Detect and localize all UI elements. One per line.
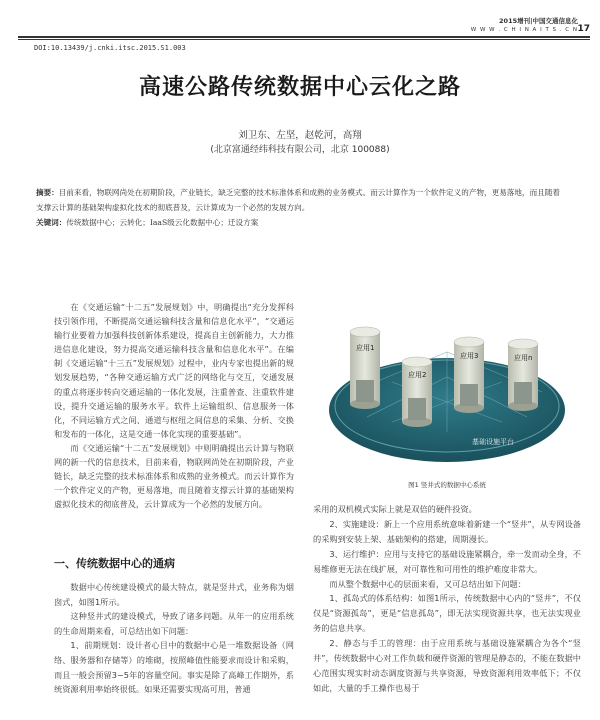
paragraph: 1、前期规划：设计者心目中的数据中心是一堆数据设备（网络、服务器和存储等）的堆砌，按照峰值性能要求而设计和采购，而且一般会预留3~5年的容量空间。事实是除了高峰工作期外，系统资源利用率始终很低。如果还需要实现高可用，普通 [54, 640, 294, 695]
journal-website: W W W . C H I N A I T S . C N [470, 27, 578, 33]
journal-header [471, 17, 578, 35]
right-column [313, 502, 581, 696]
paragraph: 2、静态与手工的管理：由于应用系统与基础设施紧耦合为各个“竖井”，传统数据中心对工作负载和硬件资源的管理是静态的，不能在数据中心范围实现实时动态调度资源与共享资源，导致资源利用效率低下；不仅如此，大量的手工操作也易于 [313, 638, 581, 693]
page-number: 17 [577, 24, 590, 34]
paragraph: 在《交通运输“十二五”发展规划》中，明确提出“充分发挥科技引领作用，不断提高交通运输科技含量和信息化水平”，“交通运输行业要着力加强科技创新体系建设，提高自主创新能力，大力推进信息化建设，努力提高交通运输科技含量和信息化水平”。在编制《交通运输“十三五”发展规划》过程中，业内专家也提出新的规划发展趋势，“各种交通运输方式广泛的网络化与交互，交通发展的重点将逐步转向交通运输的一体化发展，注重普查、注重软件建设，提升交通运输的服务水平。软件上运输组织、信息服务一体化，不同运输方式之间、通道与枢纽之间信息的采集、分析、交换和发布的一体化，这是交通一体化实现的重要基础”。 [54, 302, 294, 439]
paragraph: 采用的双机模式实际上就是双倍的硬件投资。 [313, 504, 477, 514]
paragraph: 2、实施建设：新上一个应用系统意味着新建一个“竖井”，从专网设备的采购到安装上架、基础架构的搭建，周期漫长。 [313, 518, 581, 544]
silo-diagram [322, 292, 572, 472]
figure-caption: 图1 竖井式的数据中心系统 [408, 481, 486, 489]
figure-label-app2: 应用2 [408, 371, 427, 379]
abstract-text: 目前来看，物联网尚处在初期阶段，产业链长，缺乏完整的技术标准体系和成熟的业务模式。而云计算作为一个软件定义的产物，更易落地，而且随着支撑云计算的基础架构虚拟化技术的彻底普及，云计算成为一个必然的发展方向。 [36, 188, 560, 212]
article-authors: 刘卫东、左坚，赵乾河，高翔 [238, 130, 362, 141]
abstract-label: 摘要： [36, 188, 59, 197]
left-column-intro [54, 300, 294, 511]
figure-label-app1: 应用1 [356, 344, 375, 352]
keywords-text: 传统数据中心；云转化；IaaS级云化数据中心；迁设方案 [66, 218, 259, 227]
paragraph: 这种竖井式的建设模式，导致了诸多问题。从年一的应用系统的生命周期来看，可总结出如下问题： [54, 611, 294, 636]
figure-label-appn: 应用n [514, 354, 533, 362]
paragraph: 而从整个数据中心的层面来看，又可总结出如下问题： [329, 578, 526, 589]
keywords [36, 217, 564, 229]
journal-name: 2015增刊|中国交通信息化 [499, 17, 578, 25]
figure-label-app3: 应用3 [460, 352, 479, 360]
silo-1 [350, 327, 380, 409]
paragraph: 而《交通运输“十二五”发展规划》中则明确提出云计算与物联网的新一代的信息技术，目前来看，物联网尚处在初期阶段，产业链长，缺乏完整的技术标准体系和成熟的业务模式。而云计算作为一个软件定义的产物，更易落地，而且随着支撑云计算的基础架构虚拟化技术的彻底普及，云计算成为一个必然的发展方向。 [54, 442, 294, 510]
keywords-label: 关键词： [36, 218, 67, 227]
article-title: 高速公路传统数据中心云化之路 [138, 75, 461, 100]
header-rule [18, 36, 590, 38]
paragraph: 1、孤岛式的体系结构：如图1所示，传统数据中心内的“竖井”，不仅仅是“资源孤岛”，更是“信息孤岛”，即无法实现资源共享，也无法实现业务的信息共享。 [313, 593, 581, 634]
doi-label: DOI:10.13439/j.cnki.itsc.2015.S1.003 [34, 44, 186, 52]
section-title: 一、传统数据中心的通病 [54, 557, 175, 570]
silo-2 [402, 357, 432, 427]
paragraph: 数据中心传统建设模式的最大特点，就是竖井式，业务称为烟囱式，如图1所示。 [54, 582, 294, 607]
header-rule-thin [18, 39, 590, 40]
article-affiliation: (北京富通经纬科技有限公司，北京 100088) [210, 145, 390, 155]
silo-n [508, 339, 538, 411]
paragraph: 3、运行维护：应用与支持它的基础设施紧耦合，牵一发而动全身，不易维修更无法在线扩展，对可靠性和可用性的维护难度非常大。 [313, 548, 581, 574]
figure-platform-label: 基础设施平台 [472, 438, 514, 446]
silo-3 [454, 337, 484, 413]
figure-1 [322, 292, 572, 472]
abstract [36, 185, 564, 215]
left-column-section [54, 580, 294, 697]
